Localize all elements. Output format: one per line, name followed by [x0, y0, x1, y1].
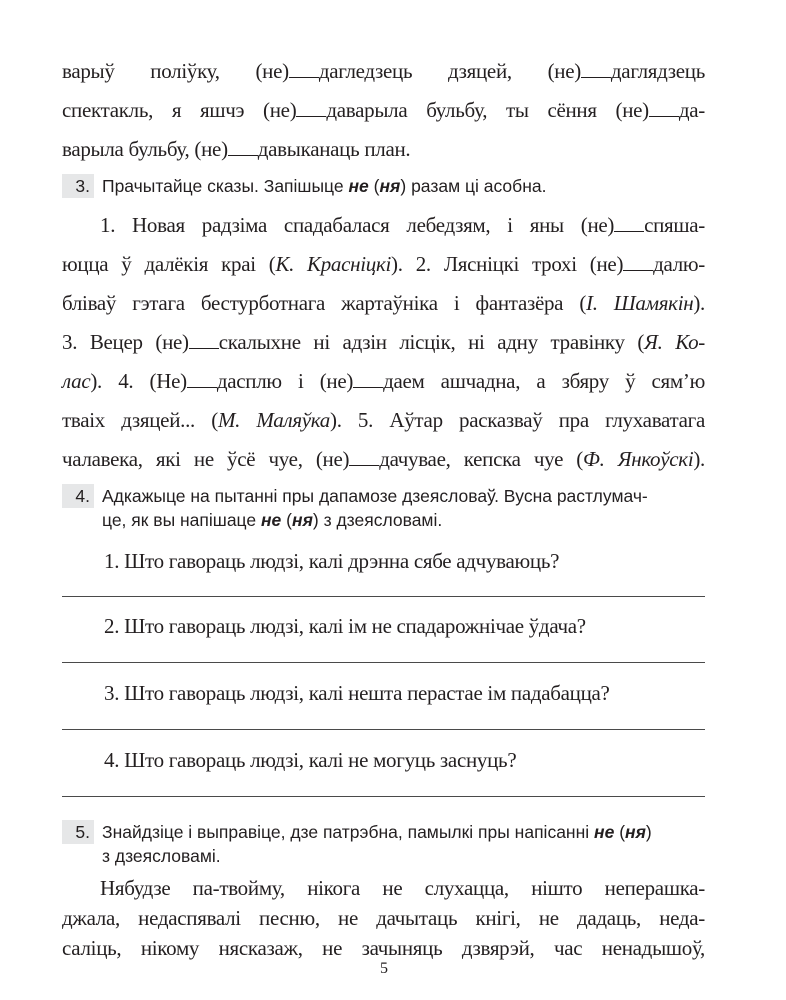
fill-blank[interactable] [349, 449, 379, 466]
author-name: Ф. Янкоўскі [582, 447, 694, 471]
text-fragment: далю- [653, 252, 705, 276]
fill-blank[interactable] [187, 371, 217, 388]
author-name: І. Шамякін [586, 291, 694, 315]
fill-blank[interactable] [228, 139, 258, 156]
text-fragment: ) разам ці асобна. [400, 176, 547, 196]
text-fragment: це, як вы напішаце [102, 510, 261, 530]
fill-blank[interactable] [289, 61, 319, 78]
text-fragment: юцца ў далёкія краі ( [62, 252, 276, 276]
task3-line-7 [62, 446, 705, 472]
task3-line-1 [62, 212, 705, 238]
text-fragment: дагледзець дзяцей, (не) [318, 59, 581, 83]
text-fragment: тваіх дзяцей... ( [62, 408, 218, 432]
text-fragment: ( [368, 176, 380, 196]
text-fragment: варыла бульбу, (не) [62, 137, 228, 161]
text-fragment: ). 5. Аўтар расказваў пра глухаватага [330, 408, 706, 432]
task-number-badge: 5. [62, 820, 94, 844]
emphasis: ня [625, 822, 646, 842]
task-instruction-line-1 [102, 820, 652, 844]
task5-line-1: Нябудзе па-твойму, нікога не слухацца, нішто неперашка- [100, 876, 705, 900]
fill-blank[interactable] [353, 371, 383, 388]
task-instruction-line-1: Адкажыце на пытанні пры дапамозе дзеясловаў. Вусна растлумач- [102, 486, 648, 506]
intro-line-1 [62, 58, 705, 84]
question-4: 4. Што гавораць людзі, калі не могуць заснуць? [104, 748, 517, 772]
task3-line-6 [62, 407, 705, 433]
emphasis: не [594, 822, 615, 842]
task-number-badge: 3. [62, 174, 94, 198]
task-instruction [102, 174, 546, 198]
text-fragment: ( [614, 822, 626, 842]
text-fragment: ( [281, 510, 292, 530]
author-name: К. Красніцкі [275, 252, 392, 276]
text-fragment: дачувае, кепска чуе ( [379, 447, 583, 471]
text-fragment: 1. Новая радзіма спадабалася лебедзям, і яны (не) [100, 213, 615, 237]
fill-blank[interactable] [623, 254, 653, 271]
task3-line-2 [62, 251, 705, 277]
question-3: 3. Што гавораць людзі, калі нешта перастае ім падабацца? [104, 681, 610, 705]
emphasis: ня [379, 176, 401, 196]
intro-line-2 [62, 97, 705, 123]
answer-line-2[interactable] [62, 662, 705, 663]
text-fragment: варыў поліўку, (не) [62, 59, 289, 83]
author-name: лас [62, 369, 91, 393]
text-fragment: 3. Вецер (не) [62, 330, 189, 354]
question-1: 1. Што гавораць людзі, калі дрэнна сябе адчуваюць? [104, 549, 560, 573]
fill-blank[interactable] [649, 100, 679, 117]
text-fragment: ) [645, 822, 652, 842]
intro-line-3 [62, 136, 410, 162]
text-fragment: спектакль, я яшчэ (не) [62, 98, 297, 122]
fill-blank[interactable] [296, 100, 326, 117]
emphasis: не [260, 510, 282, 530]
text-fragment: Прачытайце сказы. Запішыце [102, 176, 349, 196]
task-instruction-line-2 [102, 508, 442, 532]
author-name: М. Маляўка [217, 408, 331, 432]
task-instruction-line-2: з дзеясловамі. [102, 846, 221, 866]
question-2: 2. Што гавораць людзі, калі ім не спадарожнічае ўдача? [104, 614, 586, 638]
task3-line-4 [62, 329, 705, 355]
answer-line-1[interactable] [62, 596, 705, 597]
text-fragment: даем ашчадна, а збяру ў сям’ю [383, 369, 705, 393]
text-fragment: ). [693, 447, 706, 471]
text-fragment: ). [693, 291, 705, 315]
text-fragment: скалыхне ні адзін лісцік, ні адну травінку ( [218, 330, 645, 354]
text-fragment: бліваў гэтага бестурботнага жартаўніка і фантазёра ( [62, 291, 587, 315]
task3-line-3 [62, 290, 705, 316]
task-number-badge: 4. [62, 484, 94, 508]
text-fragment: да- [678, 98, 705, 122]
text-fragment: ) з дзеясловамі. [312, 510, 443, 530]
fill-blank[interactable] [614, 215, 644, 232]
text-fragment: давыканаць план. [257, 137, 411, 161]
fill-blank[interactable] [189, 332, 219, 349]
text-fragment: даварыла бульбу, ты сёння (не) [326, 98, 649, 122]
text-fragment: ). 4. (Не) [90, 369, 187, 393]
text-fragment: ). 2. Лясніцкі трохі (не) [391, 252, 624, 276]
answer-line-3[interactable] [62, 729, 705, 730]
text-fragment: даглядзець [610, 59, 705, 83]
text-fragment: спяша- [644, 213, 705, 237]
task3-line-5 [62, 368, 705, 394]
task5-line-2: джала, недаспявалі песню, не дачытаць кнігі, не дадаць, неда- [62, 906, 705, 930]
text-fragment: дасплю і (не) [216, 369, 354, 393]
text-fragment: чалавека, які не ўсё чуе, (не) [62, 447, 350, 471]
fill-blank[interactable] [581, 61, 611, 78]
text-fragment: Знайдзіце і выправіце, дзе патрэбна, памылкі пры напісанні [102, 822, 595, 842]
emphasis: не [348, 176, 369, 196]
emphasis: ня [292, 510, 313, 530]
answer-line-4[interactable] [62, 796, 705, 797]
page-number: 5 [380, 960, 388, 977]
author-name: Я. Ко- [644, 330, 705, 354]
task5-line-3: саліць, нікому нясказаж, не зачыняць дзвярэй, час ненадышоў, [62, 936, 705, 960]
